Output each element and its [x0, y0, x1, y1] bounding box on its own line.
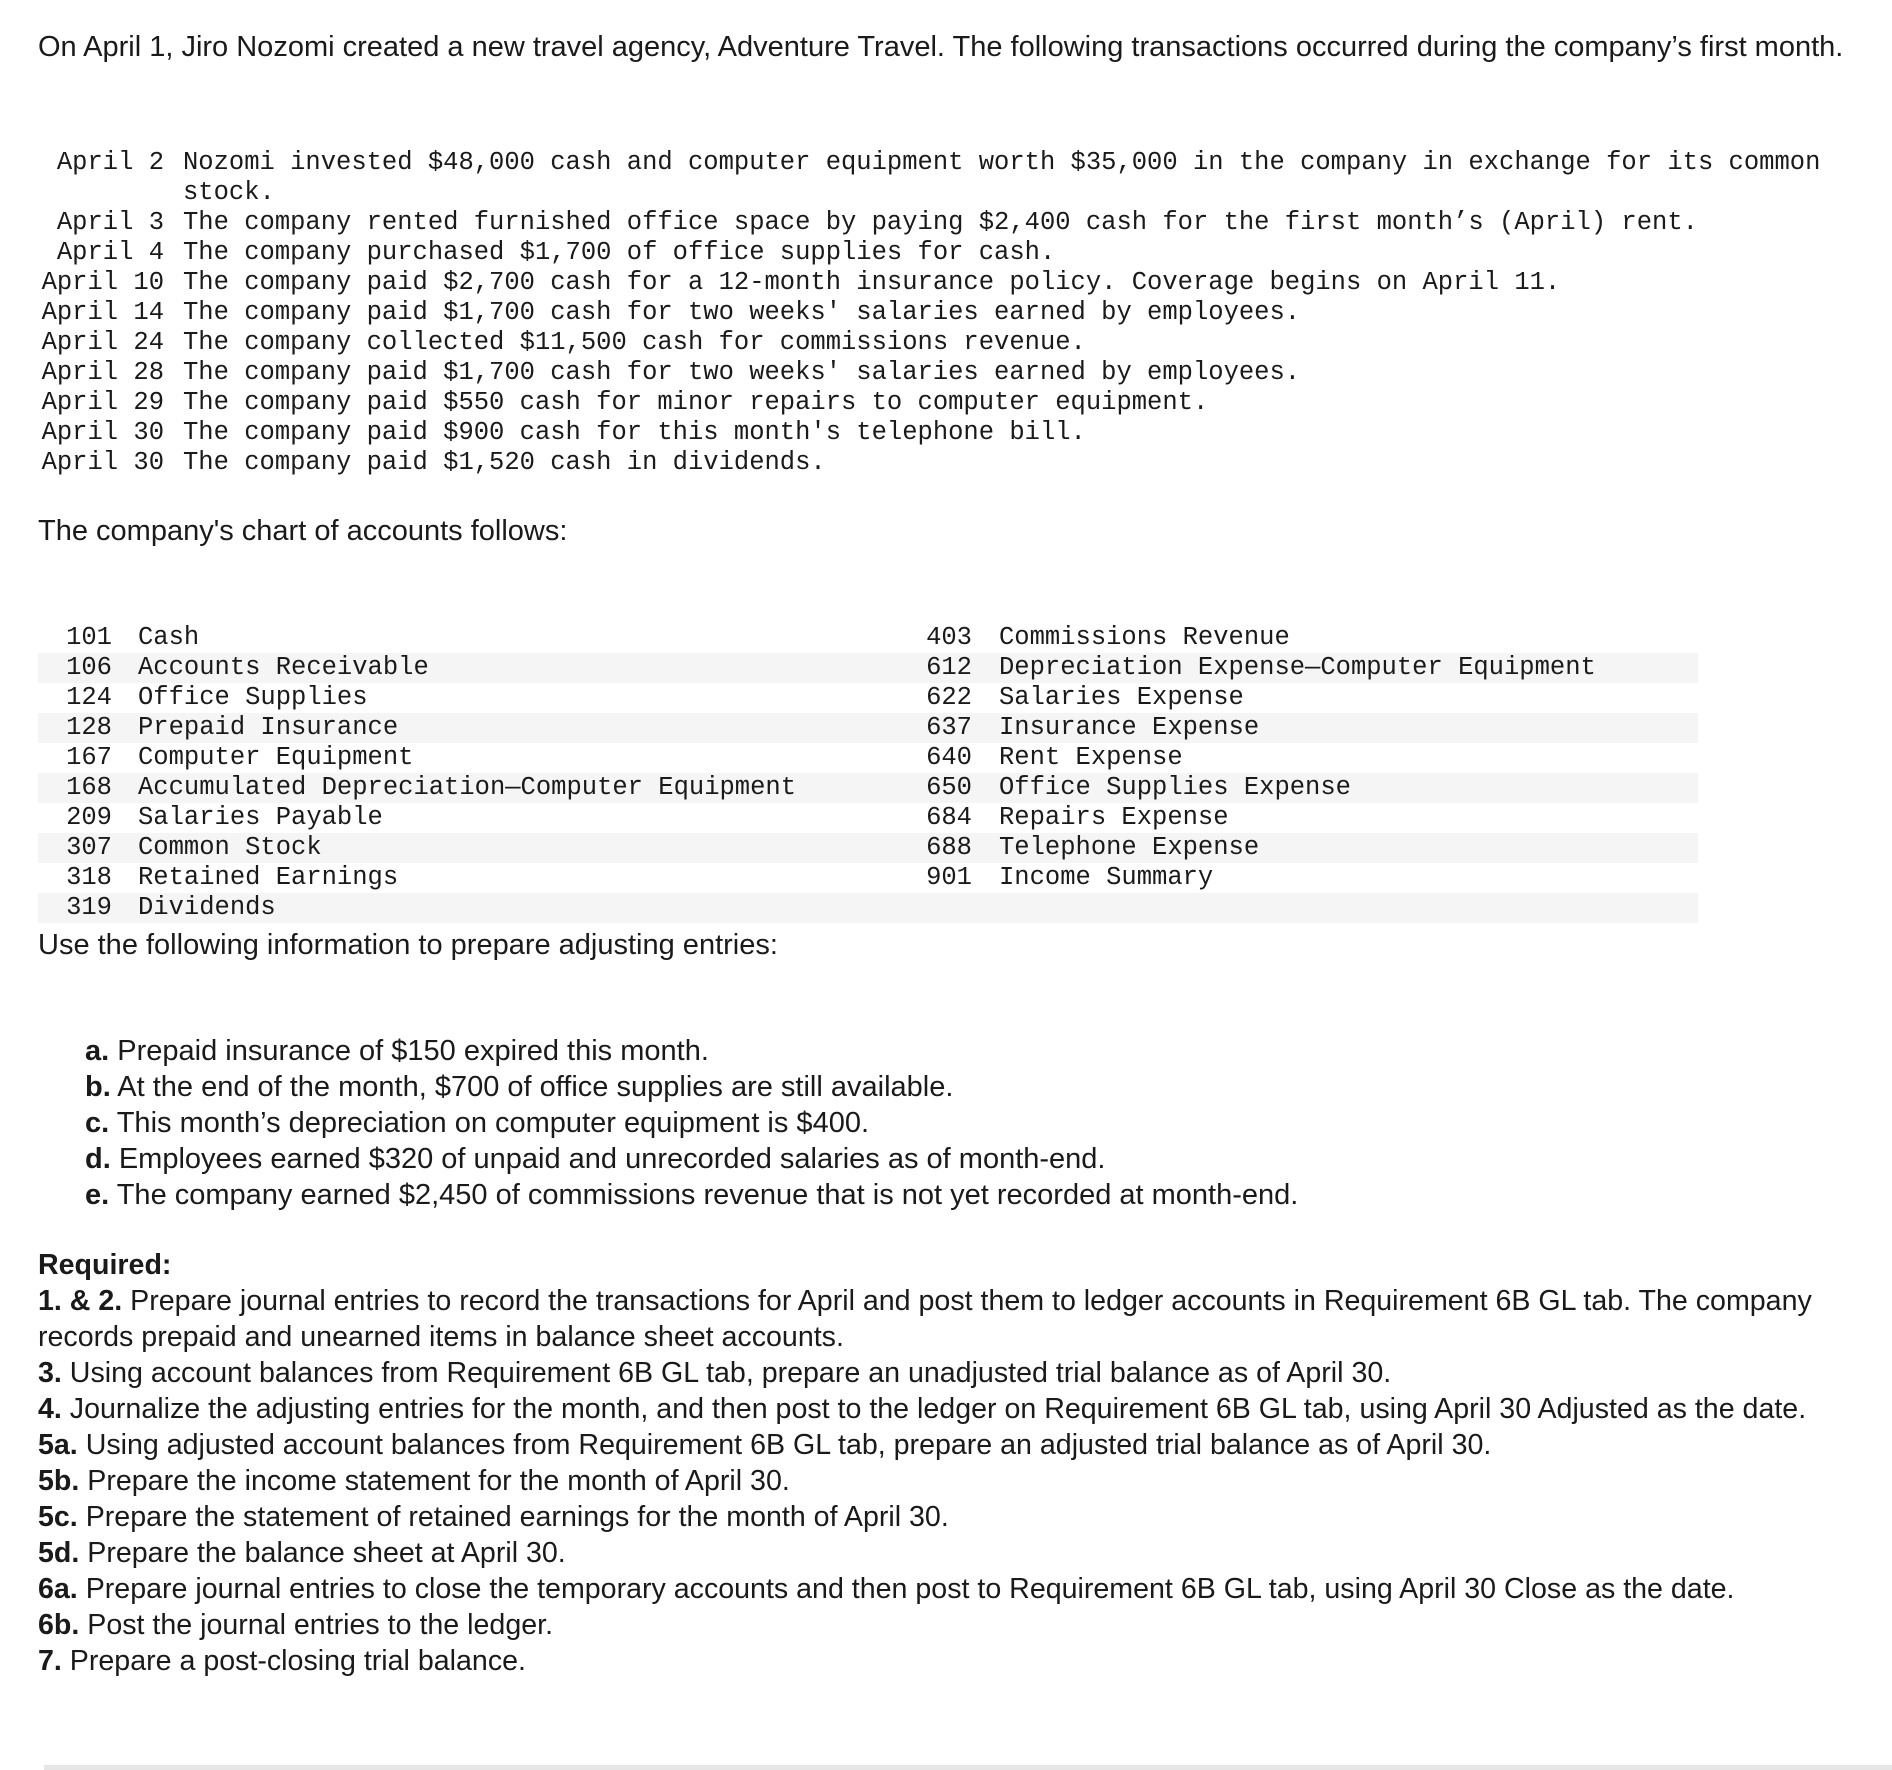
account-row	[38, 863, 1698, 893]
transaction-row	[38, 298, 1873, 328]
account-number: 612	[926, 653, 972, 682]
item-label: 5c.	[38, 1501, 78, 1533]
requirement-item	[38, 1463, 1878, 1499]
account-name: Retained Earnings	[138, 863, 399, 892]
list-item	[85, 1033, 1298, 1069]
account-name: Accumulated Depreciation—Computer Equipment	[138, 773, 797, 802]
item-label: 7.	[38, 1645, 62, 1677]
item-text: At the end of the month, $700 of office supplies are still available.	[110, 1071, 954, 1103]
account-name: Computer Equipment	[138, 743, 414, 772]
item-text: Prepare the balance sheet at April 30.	[79, 1537, 566, 1569]
transaction-date: April 2	[56, 148, 164, 177]
transaction-date: April 28	[41, 358, 164, 387]
account-name: Dividends	[138, 893, 276, 922]
requirement-item	[38, 1571, 1878, 1607]
transaction-row	[38, 148, 1873, 208]
item-label: e.	[85, 1179, 110, 1211]
transaction-date: April 10	[41, 268, 164, 297]
item-label: 1. & 2.	[38, 1285, 123, 1317]
item-label: 3.	[38, 1357, 62, 1389]
item-text: Journalize the adjusting entries for the month, and then post to the ledger on Requirement 6B GL tab, using April 30 Adjusted as the date.	[61, 1393, 1807, 1425]
adjusting-list	[85, 1033, 1298, 1213]
item-label: 6a.	[38, 1573, 78, 1605]
account-number: 209	[66, 803, 112, 832]
item-text: Prepare the income statement for the month of April 30.	[79, 1465, 790, 1497]
item-label: 6b.	[38, 1609, 80, 1641]
item-label: b.	[85, 1071, 111, 1103]
chart-of-accounts-table	[38, 623, 1698, 923]
transaction-date: April 30	[41, 418, 164, 447]
list-item	[85, 1069, 1298, 1105]
account-number: 318	[66, 863, 112, 892]
item-label: 5a.	[38, 1429, 78, 1461]
account-number: 688	[926, 833, 972, 862]
account-name: Prepaid Insurance	[138, 713, 399, 742]
account-row	[38, 893, 1698, 923]
bottom-divider	[44, 1765, 1892, 1770]
account-number: 622	[926, 683, 972, 712]
transaction-text: The company paid $1,520 cash in dividends.	[183, 448, 826, 477]
transactions-table	[38, 148, 1873, 478]
account-number: 684	[926, 803, 972, 832]
account-number: 124	[66, 683, 112, 712]
item-text: The company earned $2,450 of commissions revenue that is not yet recorded at month-end.	[109, 1179, 1299, 1211]
list-item	[85, 1141, 1298, 1177]
account-row	[38, 833, 1698, 863]
account-name: Insurance Expense	[999, 713, 1260, 742]
account-number: 168	[66, 773, 112, 802]
account-row	[38, 683, 1698, 713]
transaction-text: The company paid $2,700 cash for a 12-month insurance policy. Coverage begins on April 11.	[183, 268, 1561, 297]
account-name: Office Supplies Expense	[999, 773, 1351, 802]
account-name: Depreciation Expense—Computer Equipment	[999, 653, 1596, 682]
item-text: Post the journal entries to the ledger.	[79, 1609, 554, 1641]
item-text: Using account balances from Requirement 6B GL tab, prepare an unadjusted trial balance as of April 30.	[61, 1357, 1392, 1389]
requirement-item	[38, 1283, 1878, 1355]
intro-paragraph: On April 1, Jiro Nozomi created a new travel agency, Adventure Travel. The following transactions occurred during the company’s first month.	[38, 31, 1844, 63]
transaction-row	[38, 268, 1873, 298]
list-item	[85, 1105, 1298, 1141]
account-name: Salaries Payable	[138, 803, 383, 832]
adjusting-heading: Use the following information to prepare adjusting entries:	[38, 929, 778, 961]
account-row	[38, 803, 1698, 833]
transaction-row	[38, 448, 1873, 478]
account-number: 106	[66, 653, 112, 682]
requirement-item	[38, 1643, 1878, 1679]
item-label: c.	[85, 1107, 110, 1139]
transaction-row	[38, 238, 1873, 268]
account-row	[38, 713, 1698, 743]
transaction-date: April 30	[41, 448, 164, 477]
transaction-date: April 14	[41, 298, 164, 327]
item-label: a.	[85, 1035, 110, 1067]
item-text: Prepaid insurance of $150 expired this month.	[109, 1035, 709, 1067]
account-number: 901	[926, 863, 972, 892]
account-name: Common Stock	[138, 833, 322, 862]
required-heading: Required:	[38, 1249, 172, 1281]
account-number: 167	[66, 743, 112, 772]
item-label: d.	[85, 1143, 111, 1175]
account-number: 640	[926, 743, 972, 772]
item-text: Prepare a post-closing trial balance.	[61, 1645, 526, 1677]
item-text: This month’s depreciation on computer equipment is $400.	[109, 1107, 870, 1139]
account-number: 403	[926, 623, 972, 652]
requirement-item	[38, 1391, 1878, 1427]
transaction-text: The company paid $550 cash for minor repairs to computer equipment.	[183, 388, 1209, 417]
account-row	[38, 653, 1698, 683]
account-number: 637	[926, 713, 972, 742]
account-name: Income Summary	[999, 863, 1214, 892]
problem-document	[38, 30, 1878, 1677]
account-number: 101	[66, 623, 112, 652]
transaction-row	[38, 418, 1873, 448]
item-text: Prepare the statement of retained earnings for the month of April 30.	[77, 1501, 949, 1533]
chart-of-accounts-heading: The company's chart of accounts follows:	[38, 515, 568, 547]
account-number: 307	[66, 833, 112, 862]
account-name: Office Supplies	[138, 683, 368, 712]
account-name: Accounts Receivable	[138, 653, 429, 682]
requirement-item	[38, 1607, 1878, 1643]
item-label: 5b.	[38, 1465, 80, 1497]
transaction-text: The company paid $1,700 cash for two weeks' salaries earned by employees.	[183, 298, 1301, 327]
item-text: Prepare journal entries to close the temporary accounts and then post to Requirement 6B GL tab, using April 30 Close as the date.	[77, 1573, 1735, 1605]
required-section	[38, 1247, 1878, 1679]
requirement-item	[38, 1427, 1878, 1463]
transaction-date: April 3	[56, 208, 164, 237]
account-name: Commissions Revenue	[999, 623, 1290, 652]
transaction-row	[38, 358, 1873, 388]
transaction-row	[38, 388, 1873, 418]
item-label: 4.	[38, 1393, 62, 1425]
account-number: 128	[66, 713, 112, 742]
transaction-text: The company paid $1,700 cash for two weeks' salaries earned by employees.	[183, 358, 1301, 387]
transaction-row	[38, 328, 1873, 358]
item-text: Using adjusted account balances from Requirement 6B GL tab, prepare an adjusted trial balance as of April 30.	[77, 1429, 1492, 1461]
requirement-item	[38, 1499, 1878, 1535]
account-name: Rent Expense	[999, 743, 1183, 772]
account-row	[38, 773, 1698, 803]
transaction-date: April 24	[41, 328, 164, 357]
item-text: Employees earned $320 of unpaid and unrecorded salaries as of month-end.	[110, 1143, 1106, 1175]
transaction-date: April 29	[41, 388, 164, 417]
account-name: Cash	[138, 623, 200, 652]
account-name: Telephone Expense	[999, 833, 1260, 862]
transaction-row	[38, 208, 1873, 238]
transaction-text: The company purchased $1,700 of office supplies for cash.	[183, 238, 1056, 267]
transaction-text: The company paid $900 cash for this month's telephone bill.	[183, 418, 1086, 447]
account-number: 319	[66, 893, 112, 922]
item-text: Prepare journal entries to record the transactions for April and post them to ledger accounts in Requirement 6B GL tab. The company records prepaid and unearned items in balance sheet accounts.	[38, 1285, 1812, 1353]
account-row	[38, 623, 1698, 653]
account-row	[38, 743, 1698, 773]
transaction-text: Nozomi invested $48,000 cash and computer equipment worth $35,000 in the company in exchange for its common stock.	[183, 148, 1821, 207]
transaction-date: April 4	[56, 238, 164, 267]
transaction-text: The company rented furnished office space by paying $2,400 cash for the first month’s (April) rent.	[183, 208, 1698, 237]
item-label: 5d.	[38, 1537, 80, 1569]
requirement-item	[38, 1355, 1878, 1391]
requirement-item	[38, 1535, 1878, 1571]
account-number: 650	[926, 773, 972, 802]
account-name: Repairs Expense	[999, 803, 1229, 832]
list-item	[85, 1177, 1298, 1213]
account-name: Salaries Expense	[999, 683, 1244, 712]
transaction-text: The company collected $11,500 cash for commissions revenue.	[183, 328, 1086, 357]
